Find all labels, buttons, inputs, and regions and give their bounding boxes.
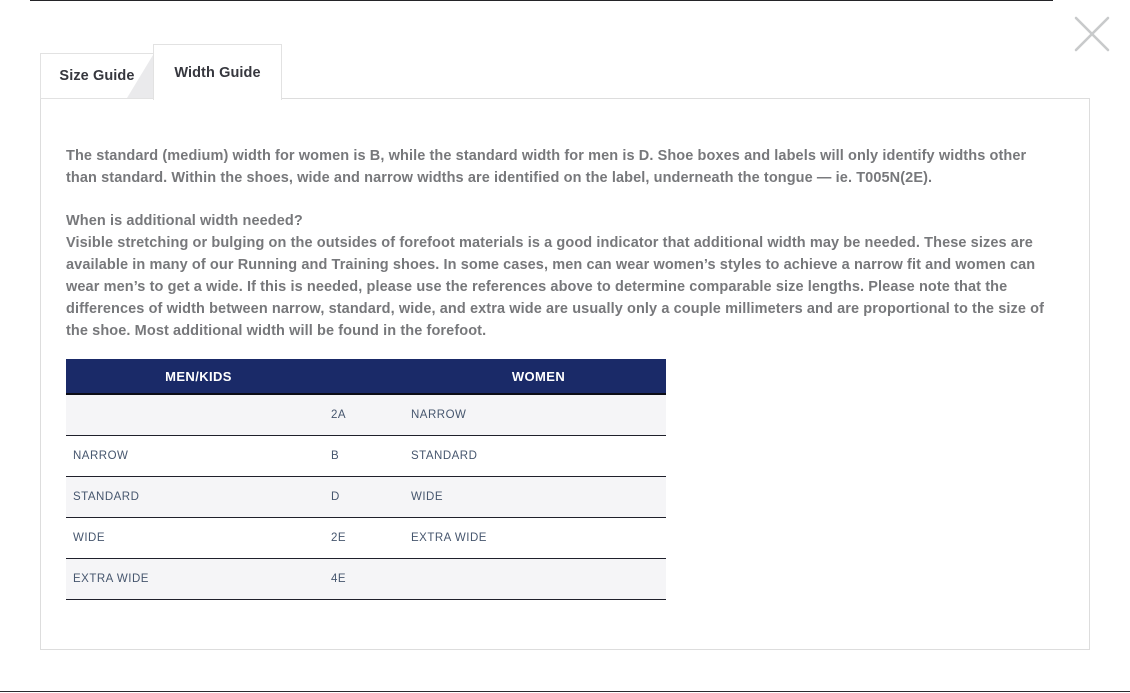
additional-width-heading: When is additional width needed? [66,213,303,229]
top-divider [30,0,1053,1]
cell-women [411,559,666,600]
close-button[interactable] [1073,15,1111,53]
table-row [66,518,666,559]
tab-size-guide-label: Size Guide [59,68,135,84]
cell-women: NARROW [411,394,666,436]
header-men-kids: MEN/KIDS [66,359,331,394]
cell-women: STANDARD [411,436,666,477]
cell-women: WIDE [411,477,666,518]
close-icon [1073,15,1111,53]
cell-men: WIDE [66,518,331,559]
additional-width-paragraph: Visible stretching or bulging on the outsides of forefoot materials is a good indicator that additional width may be needed. These sizes are available in many of our Running and Training shoes. In some cases, men can wear women’s styles to achieve a narrow fit and women can wear men’s to get a wide. If this is needed, please use the references above to determine comparable size lengths. Please note that the differences of width between narrow, standard, wide, and extra wide are usually only a couple millimeters and are proportional to the size of the shoe. Most additional width will be found in the forefoot. [66,235,1045,339]
table-row [66,477,666,518]
tab-width-guide[interactable] [153,44,282,100]
cell-code: 4E [331,559,411,600]
table-header-row [66,359,666,394]
table-row [66,436,666,477]
cell-men [66,394,331,436]
header-width-code [331,359,411,394]
cell-men: NARROW [66,436,331,477]
cell-women: EXTRA WIDE [411,518,666,559]
width-guide-panel [40,98,1090,650]
table-row [66,559,666,600]
width-comparison-table [66,359,666,600]
width-intro-paragraph: The standard (medium) width for women is B, while the standard width for men is D. Shoe boxes and labels will only identify widths other than standard. Within the shoes, wide and narrow widths are identified on the label, underneath the tongue — ie. T005N(2E). [66,148,1027,186]
cell-code: B [331,436,411,477]
table-row [66,394,666,436]
header-women: WOMEN [411,359,666,394]
cell-code: D [331,477,411,518]
cell-code: 2A [331,394,411,436]
tab-width-guide-label: Width Guide [174,64,261,81]
cell-men: EXTRA WIDE [66,559,331,600]
cell-men: STANDARD [66,477,331,518]
bottom-divider [0,691,1130,692]
cell-code: 2E [331,518,411,559]
